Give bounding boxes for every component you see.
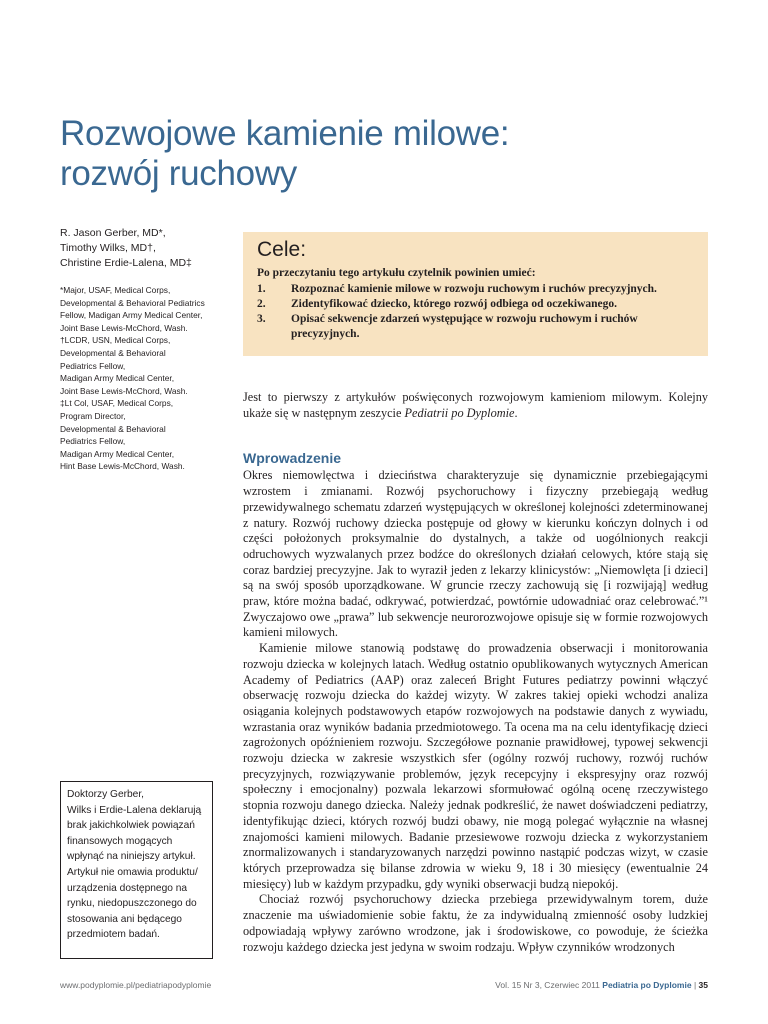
objective-number: 1. <box>257 283 266 295</box>
objectives-intro: Po przeczytaniu tego artykułu czytelnik powinien umieć: <box>257 267 536 279</box>
section-heading: Wprowadzenie <box>243 450 342 467</box>
footer-issue: Vol. 15 Nr 3, Czerwiec 2011 <box>495 980 600 990</box>
objective-number: 2. <box>257 298 266 310</box>
objective-text: Rozpoznać kamienie milowe w rozwoju ruchowym i ruchów precyzyjnych. <box>291 283 657 295</box>
disclosure-box <box>60 781 213 959</box>
page-footer <box>60 980 708 994</box>
footer-separator: | <box>693 980 697 990</box>
affiliation-line: Joint Base Lewis-McChord, Wash. <box>60 322 188 333</box>
affiliation-line: Pediatrics Fellow, <box>60 436 126 447</box>
body-paragraph: Okres niemowlęctwa i dzieciństwa charakteryzuje się dynamicznie przebiegającymi wzrostem i zmianami. Rozwój psychoruchowy i fizyczny przebiegają według przewidywalnego schematu zdarzeń występujących w określonej kolejności zdeterminowanej z natury. Rozwój ruchowy dziecka postępuje od głowy w kierunku kończyn dolnych i od części położonych proksymalnie do dystalnych, a także od uogólnionych reakcji odruchowych wyzwalanych przez bodźce do określonych działań celowych, które stają się coraz bardziej precyzyjne. Jak to wyraził jeden z lekarzy klinicystów: „Niemowlęta [i dzieci] są na swój sposób uporządkowane. W gruncie rzeczy zachowują się [i rozwijają] według praw, które można badać, odkrywać, potwierdzać, powtórnie udowadniać oraz celebrować.”¹ Zwyczajowo owe „prawa” lub sekwencje neurorozwojowe opisuje się w formie rozwojowych kamieni milowych. <box>243 468 708 640</box>
author-sidebar <box>60 226 236 473</box>
objective-number: 3. <box>257 313 266 325</box>
disclosure-line: urządzenia dostępnego na <box>67 882 188 894</box>
lead-paragraph <box>243 390 708 421</box>
title-line-2: rozwój ruchowy <box>60 154 297 193</box>
affiliation-line: ‡Lt Col, USAF, Medical Corps, <box>60 398 174 409</box>
title-line-1: Rozwojowe kamienie milowe: <box>60 114 510 153</box>
disclosure-line: Artykuł nie omawia produktu/ <box>67 866 198 878</box>
footer-journal: Pediatria po Dyplomie <box>602 980 692 990</box>
affiliation-line: Hint Base Lewis-McChord, Wash. <box>60 461 185 472</box>
affiliation-line: Fellow, Madigan Army Medical Center, <box>60 310 203 321</box>
page-number: 35 <box>698 980 708 990</box>
objective-item <box>257 282 694 297</box>
article-title <box>60 114 740 194</box>
disclosure-line: Wilks i Erdie-Lalena deklarują <box>67 804 202 816</box>
author-list <box>60 226 236 271</box>
disclosure-line: stosowania ani będącego <box>67 913 182 925</box>
lead-end: . <box>514 405 518 420</box>
learning-objectives-box <box>243 232 708 356</box>
objective-item <box>257 297 694 312</box>
footer-citation <box>495 980 708 990</box>
objective-text: Zidentyfikować dziecko, którego rozwój odbiega od oczekiwanego. <box>291 298 618 310</box>
journal-name: Pediatrii po Dyplomie <box>404 405 515 420</box>
article-body <box>243 390 708 955</box>
affiliation-line: Developmental & Behavioral <box>60 423 166 434</box>
affiliation-line: *Major, USAF, Medical Corps, <box>60 285 171 295</box>
objective-text: Opisać sekwencje zdarzeń występujące w rozwoju ruchowym i ruchów precyzyjnych. <box>291 313 638 340</box>
body-paragraph: Kamienie milowe stanowią podstawę do prowadzenia obserwacji i monitorowania rozwoju dziecka w kolejnych latach. Według ostatnio opublikowanych wytycznych American Academy of Pediatrics (AAP) oraz zaleceń Bright Futures pediatrzy powinni włączyć obserwację rozwoju dziecka do każdej wizyty. W zakres takiej opieki wchodzi analiza osiągania kolejnych podstawowych etapów rozwojowych na podstawie danych z wywiadu, wzrastania oraz wyników badania przedmiotowego. Ta ocena ma na celu identyfikację dzieci zagrożonych opóźnieniem rozwoju. Szczegółowe poznanie prawidłowej, typowej sekwencji rozwoju dziecka w zakresie wszystkich sfer (ogólny rozwój ruchowy, rozwój ruchów precyzyjnych, rozwiązywanie problemów, język recepcyjny i ekspresyjny oraz rozwój społeczny i emocjonalny) pozwala lekarzowi sformułować ogólną ocenę rzeczywistego stopnia rozwoju danego dziecka. Należy jednak podkreślić, że nawet doświadczeni pediatrzy, identyfikując dzieci, których rozwój budzi obawy, nie mogą polegać wyłącznie na własnej znajomości kamieni milowych. Badanie przesiewowe rozwoju dziecka z wykorzystaniem znormalizowanych i standaryzowanych narzędzi powinno nastąpić podczas wizyt, w czasie których przeprowadza się bilanse zdrowia w wieku 9, 18 i 30 miesięcy (ewentualnie 24 miesięcy) lub w każdym przypadku, gdy wyniki obserwacji budzą niepokój. <box>243 641 708 891</box>
objective-item <box>257 312 694 342</box>
affiliation-line: Developmental & Behavioral <box>60 347 166 358</box>
lead-text: Jest to pierwszy z artykułów poświęconych rozwojowym kamieniom milowym. Kolejny ukaże się w następnym zeszycie <box>243 390 708 420</box>
affiliation-line: Developmental & Behavioral Pediatrics <box>60 297 205 308</box>
body-paragraph: Chociaż rozwój psychoruchowy dziecka przebiega przewidywalnym torem, duże znaczenie ma uświadomienie sobie faktu, że za indywidualną zmienność osoby ludzkiej odpowiadają wpływy zarówno wrodzone, jak i środowiskowe, co powoduje, że ścieżka rozwoju każdego dziecka jest jedyna w swoim rodzaju. Wpływ czynników wrodzonych <box>243 892 708 954</box>
objectives-title: Cele: <box>257 238 307 261</box>
disclosure-line: rynku, niedopuszczonego do <box>67 898 197 910</box>
affiliation-line: Joint Base Lewis-McChord, Wash. <box>60 385 188 396</box>
author-name: R. Jason Gerber, MD*, <box>60 227 166 239</box>
author-affiliations <box>60 284 236 473</box>
footer-url[interactable]: www.podyplomie.pl/pediatriapodyplomie <box>60 980 212 990</box>
disclosure-line: Doktorzy Gerber, <box>67 789 144 800</box>
objectives-list <box>257 282 694 342</box>
author-name: Timothy Wilks, MD†, <box>60 242 156 254</box>
disclosure-line: przedmiotem badań. <box>67 929 160 941</box>
affiliation-line: †LCDR, USN, Medical Corps, <box>60 335 171 346</box>
disclosure-line: brak jakichkolwiek powiązań <box>67 820 195 832</box>
affiliation-line: Madigan Army Medical Center, <box>60 373 175 384</box>
affiliation-line: Program Director, <box>60 410 126 421</box>
disclosure-line: finansowych mogących <box>67 835 173 847</box>
affiliation-line: Pediatrics Fellow, <box>60 360 126 371</box>
disclosure-line: wpłynąć na niniejszy artykuł. <box>67 851 196 863</box>
affiliation-line: Madigan Army Medical Center, <box>60 448 175 459</box>
author-name: Christine Erdie-Lalena, MD‡ <box>60 257 192 269</box>
